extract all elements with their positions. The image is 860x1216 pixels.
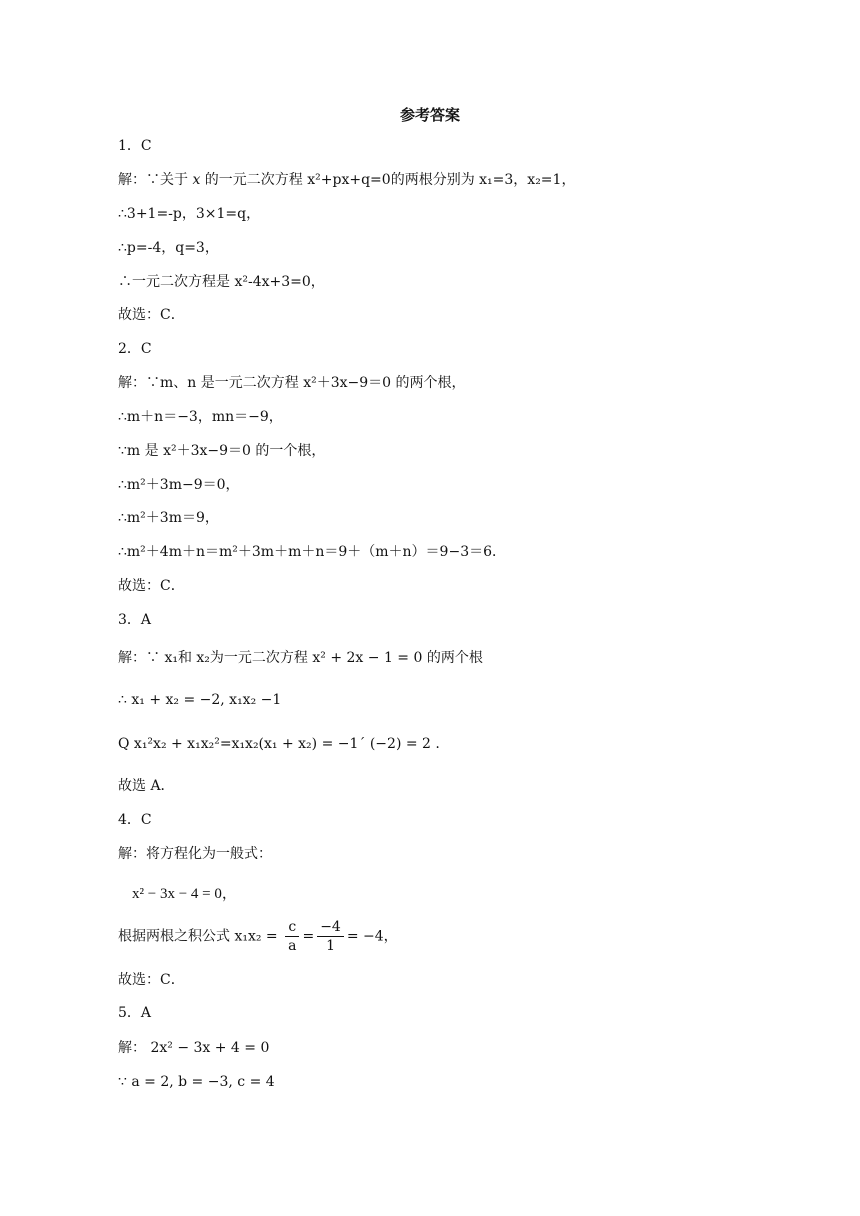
q5-line-1: 解： 2x² − 3x + 4 = 0	[118, 1040, 270, 1056]
q4-line-4: 故选：C．	[118, 972, 185, 988]
q2-line-3: ∵m 是 x²＋3x−9＝0 的一个根，	[118, 443, 326, 459]
q1-line-3: ∴p=-4，q=3，	[118, 240, 219, 256]
q1-line-1: 解：∵关于 x 的一元二次方程 x²+px+q=0的两根分别为 x₁=3，x₂=1，	[118, 172, 576, 188]
q1-line-2: ∴3+1=-p，3×1=q，	[118, 206, 261, 222]
q3-line-4: 故选 A．	[118, 778, 175, 794]
q1-answer: 1．C	[118, 138, 152, 154]
q5-answer: 5．A	[118, 1005, 152, 1021]
q2-line-6: ∴m²＋4m＋n＝m²＋3m＋m＋n＝9＋（m＋n）＝9−3＝6．	[118, 544, 507, 560]
q2-line-2: ∴m＋n＝−3，mn＝−9，	[118, 409, 283, 425]
q2-answer: 2．C	[118, 341, 152, 357]
fraction-c-over-a: $\frac{c}{a}$	[285, 918, 299, 955]
q4-line-1: 解：将方程化为一般式：	[118, 846, 272, 862]
q1-line-4: ∴一元二次方程是 x²-4x+3=0，	[118, 274, 325, 290]
q4-line-2: x² − 3x − 4 = 0，	[132, 886, 237, 902]
q2-line-7: 故选：C．	[118, 578, 185, 594]
q2-line-5: ∴m²＋3m＝9，	[118, 510, 219, 526]
q5-line-2: ∵ a = 2, b = −3, c = 4	[118, 1074, 275, 1090]
q4-line-3: 根据两根之积公式 x₁x₂ = $\frac{c}{a}$ = $\frac{-4}{1}$ = −4，	[118, 919, 398, 954]
q3-line-3: Q x₁²x₂ + x₁x₂²=x₁x₂(x₁ + x₂) = −1´ (−2) = 2 .	[118, 736, 440, 752]
q4-answer: 4．C	[118, 812, 152, 828]
page-title: 参考答案	[399, 106, 460, 124]
q3-answer: 3．A	[118, 612, 152, 628]
fraction-neg4-over-1: $\frac{-4}{1}$	[317, 918, 344, 955]
q2-line-4: ∴m²＋3m−9＝0，	[118, 477, 240, 493]
q1-line-5: 故选：C．	[118, 307, 185, 323]
q3-line-2: ∴ x₁ + x₂ = −2, x₁x₂ −1	[118, 692, 282, 708]
q2-line-1: 解：∵m、n 是一元二次方程 x²＋3x−9＝0 的两个根，	[118, 375, 466, 391]
q3-line-1: 解：∵ x₁和 x₂为一元二次方程 x² + 2x − 1 = 0 的两个根	[118, 650, 483, 666]
